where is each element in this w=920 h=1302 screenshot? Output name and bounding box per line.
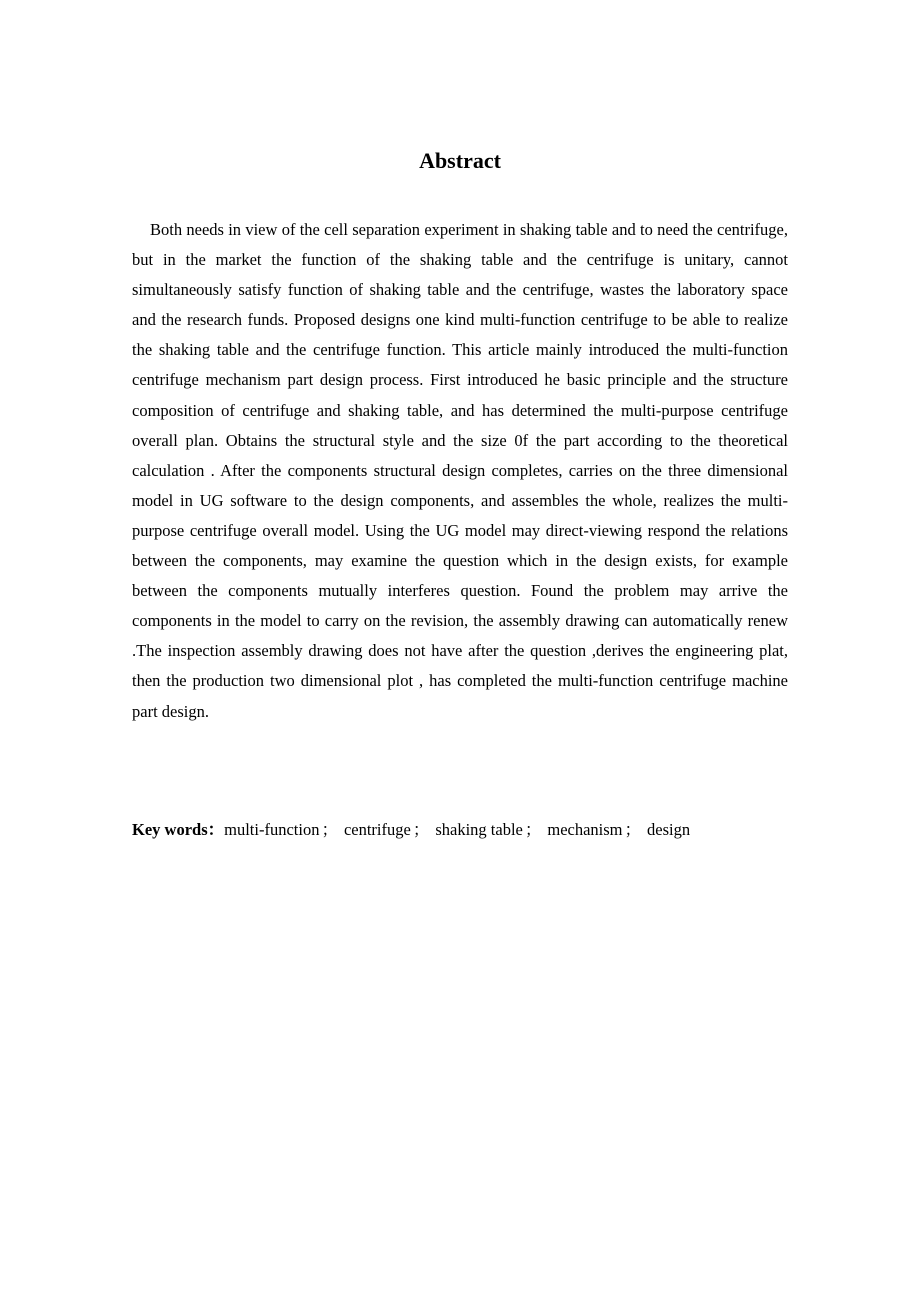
keyword-item: shaking table <box>435 820 523 839</box>
abstract-title: Abstract <box>419 148 501 173</box>
keyword-item: mechanism <box>547 820 623 839</box>
keywords-label: Key words： <box>132 820 225 839</box>
keyword-separator: ； <box>624 820 642 839</box>
keyword-item: centrifuge <box>343 820 411 839</box>
keyword-separator: ； <box>321 820 338 839</box>
abstract-body: Both needs in view of the cell separation experiment in shaking table and to need the centrifuge, but in the market the function of the shaking table and the centrifuge is unitary, cannot simultaneously satisfy function of shaking table and the centrifuge, wastes the laboratory space and the research funds. Proposed designs one kind multi-function centrifuge to be able to realize the shaking table and the centrifuge function. This article mainly introduced the multi-function centrifuge mechanism part design process. First introduced he basic principle and the structure composition of centrifuge and shaking table, and has determined the multi-purpose centrifuge overall plan. Obtains the structural style and the size 0f the part according to the theoretical calculation . After the components structural design completes, carries on the three dimensional model in UG software to the design components, and assembles the whole, realizes the multi-purpose centrifuge overall model. Using the UG model may direct-viewing respond the relations between the components, may examine the question which in the design exists, for example between the components mutually interferes question. Found the problem may arrive the components in the model to carry on the revision, the assembly drawing can automatically renew .The inspection assembly drawing does not have after the question ,derives the engineering plat, then the production two dimensional plot , has completed the multi-function centrifuge machine part design. <box>132 220 788 721</box>
keywords-line <box>132 816 788 844</box>
keyword-separator: ； <box>524 820 542 839</box>
keyword-separator: ； <box>412 820 430 839</box>
keyword-item: design <box>647 820 691 839</box>
keyword-item: multi-function <box>224 820 320 839</box>
